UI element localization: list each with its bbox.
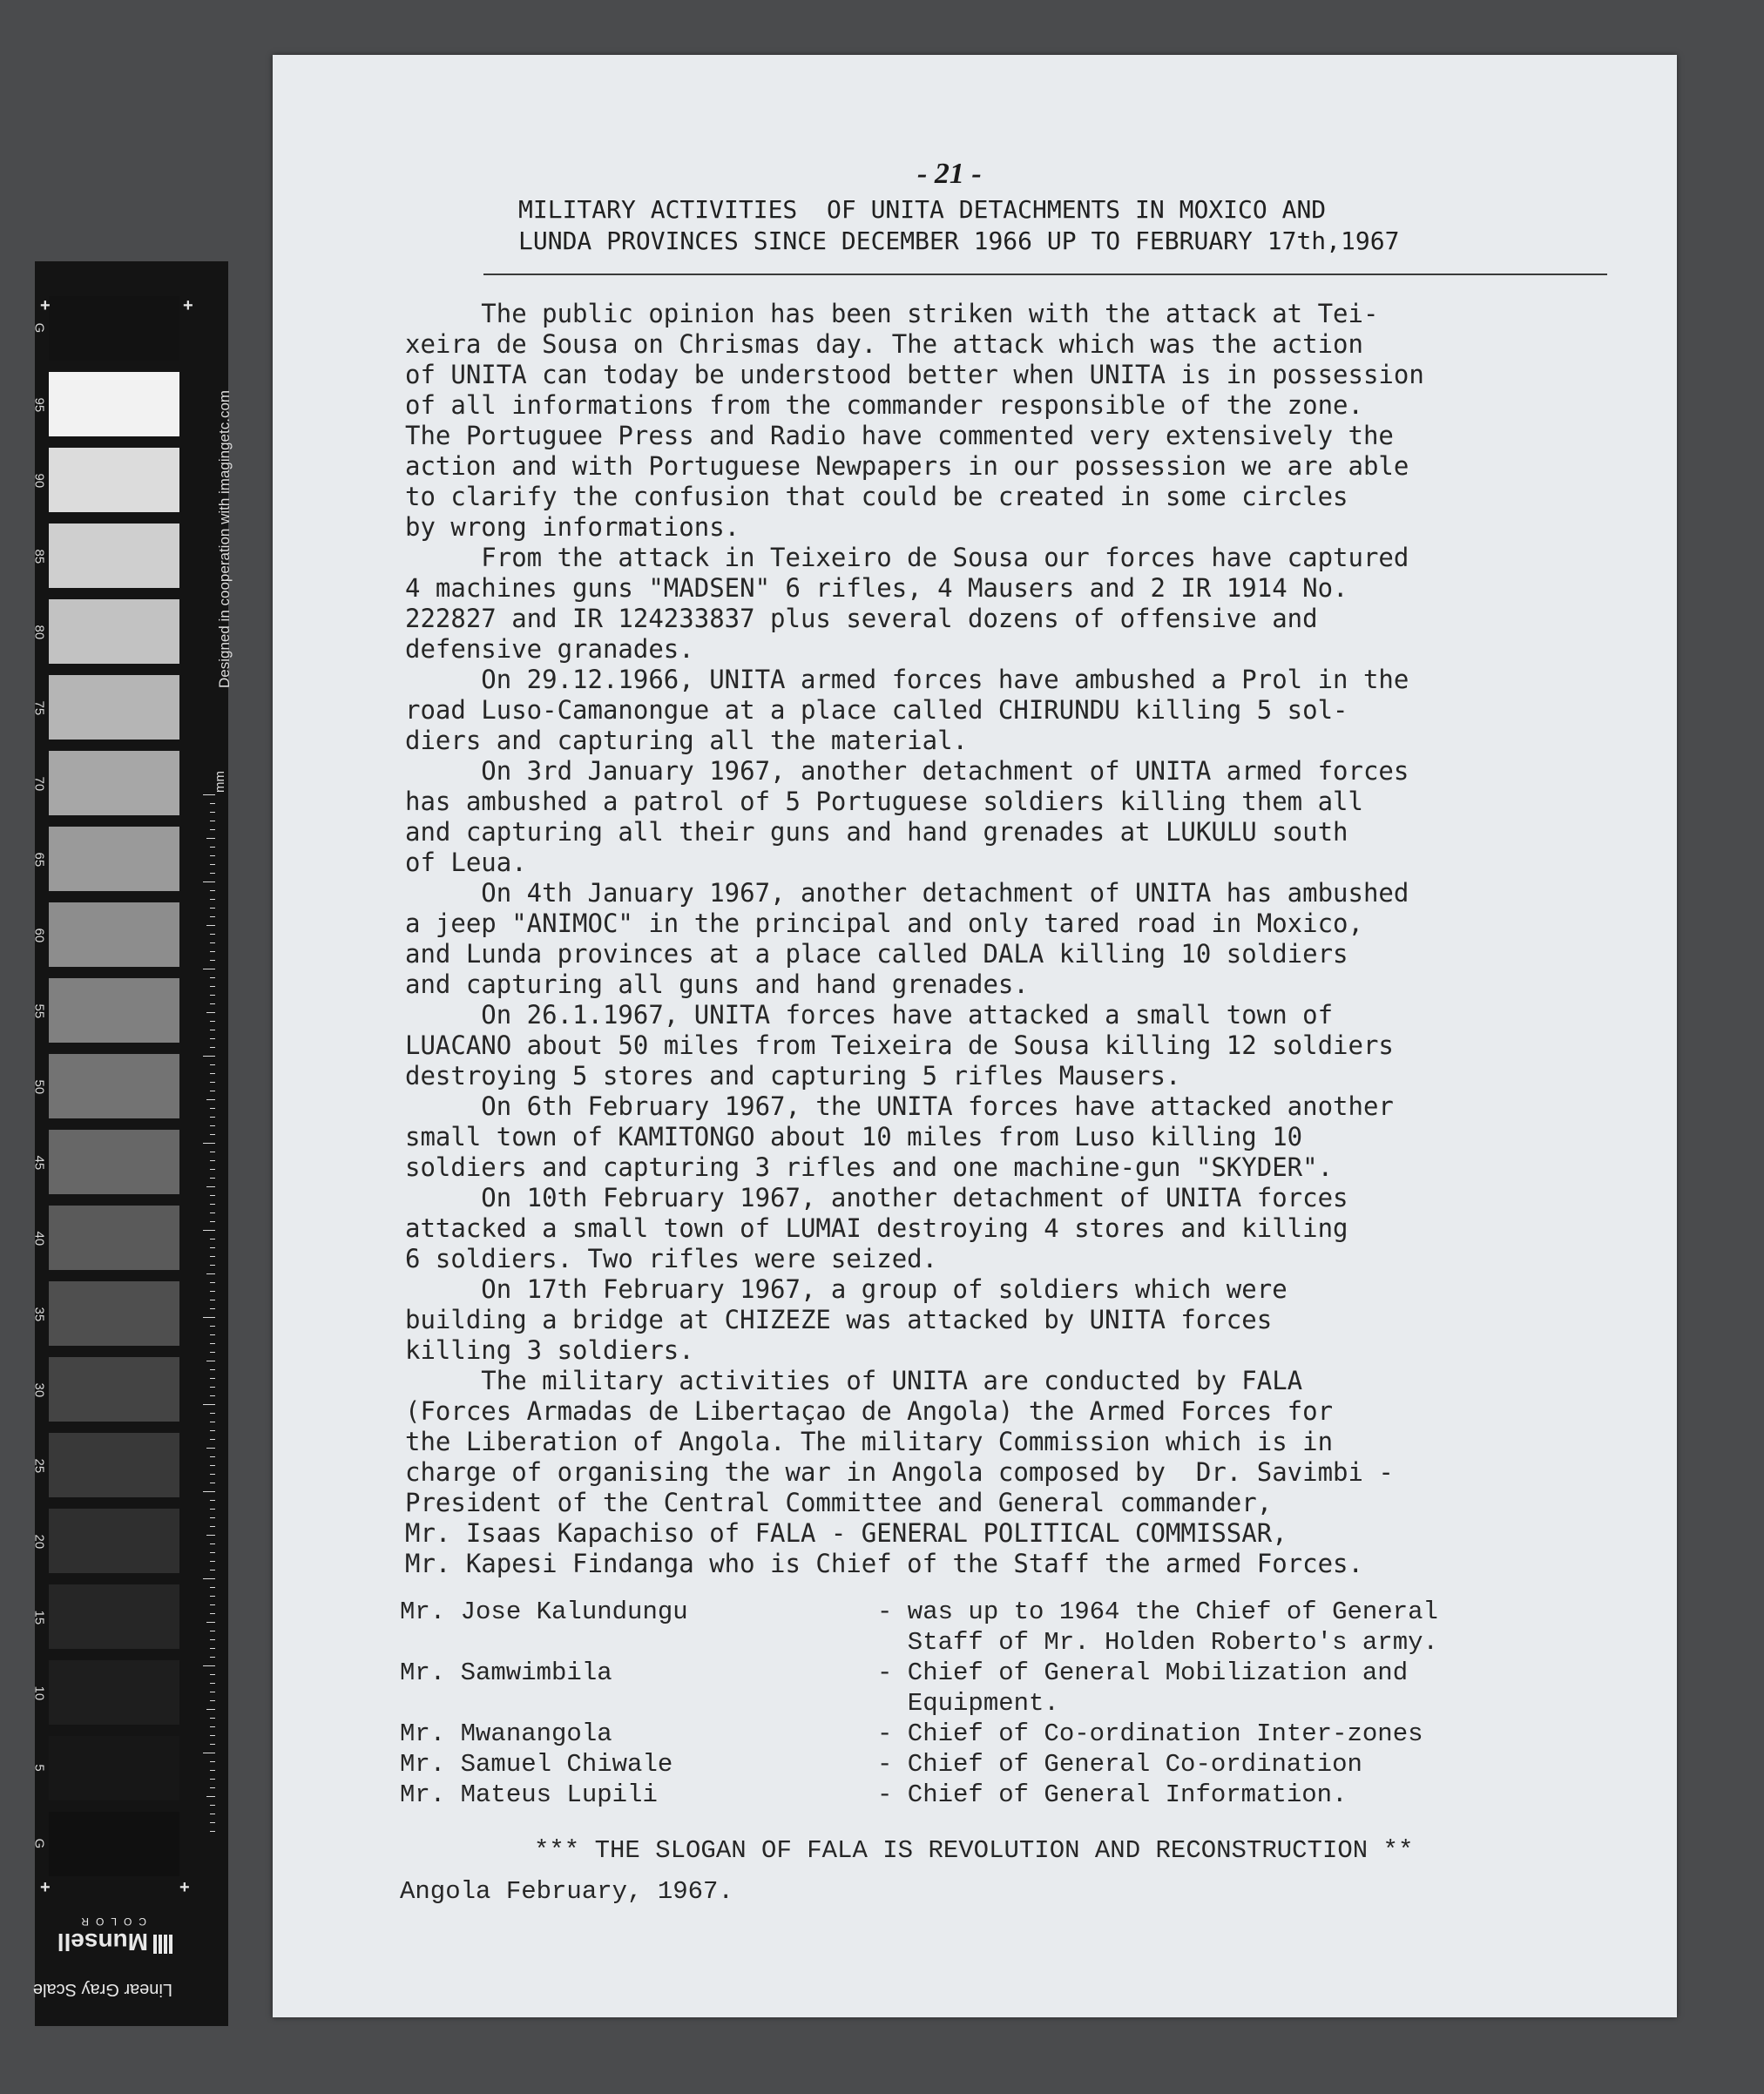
ruler-tick bbox=[210, 1543, 215, 1544]
gray-swatch bbox=[49, 1357, 179, 1422]
gray-swatch bbox=[49, 675, 179, 740]
dateline: Angola February, 1967. bbox=[400, 1877, 733, 1906]
ruler-tick bbox=[210, 1291, 215, 1292]
ruler-tick bbox=[206, 1448, 215, 1449]
ruler-tick bbox=[210, 1509, 215, 1510]
gray-swatch bbox=[49, 1584, 179, 1649]
ruler-tick bbox=[210, 1561, 215, 1562]
officer-row bbox=[400, 1780, 1619, 1810]
paragraph: The public opinion has been striken with the attack at Tei- xeira de Sousa on Chrismas day. The attack which was the action of UNITA can today be understood better when UNITA is in possession of all informations from the commander responsible of the zone. The Portuguee Press and Radio have commented very extensively the action and with Portuguese Newpapers in our possession we are able to clarify the confusion that could be created in some circles by wrong informations. bbox=[405, 299, 1424, 542]
paragraph: On 3rd January 1967, another detachment of UNITA armed forces has ambushed a patrol of 5 Portuguese soldiers killing them all and capturing all their guns and hand grenades at LUKULU south of Leua. bbox=[405, 756, 1409, 877]
officer-row bbox=[400, 1749, 1619, 1780]
gray-value-label: 40 bbox=[31, 1231, 47, 1246]
ruler-tick bbox=[210, 995, 215, 996]
ruler-tick bbox=[210, 1517, 215, 1518]
title-underline bbox=[483, 274, 1607, 275]
paragraph: On 26.1.1967, UNITA forces have attacked a small town of LUACANO about 50 miles from Teixeira de Sousa killing 12 soldiers destroying 5 stores and capturing 5 rifles Mausers. bbox=[405, 1000, 1394, 1091]
ruler-tick bbox=[203, 1230, 215, 1231]
ruler-tick bbox=[210, 977, 215, 978]
plus-mark-top-right: + bbox=[183, 296, 193, 315]
ruler-tick bbox=[210, 934, 215, 935]
officer-row bbox=[400, 1658, 1619, 1719]
gray-value-label: G bbox=[31, 322, 47, 334]
gray-value-label: 15 bbox=[31, 1610, 47, 1625]
gray-value-label: 90 bbox=[31, 473, 47, 489]
gray-swatch bbox=[49, 751, 179, 815]
ruler-tick bbox=[203, 1491, 215, 1492]
ruler-tick bbox=[210, 1169, 215, 1170]
ruler-tick bbox=[210, 1613, 215, 1614]
ruler-tick bbox=[206, 1535, 215, 1536]
ruler-tick bbox=[210, 1500, 215, 1501]
gray-swatch bbox=[49, 978, 179, 1043]
ruler-tick bbox=[206, 1796, 215, 1797]
officer-name: Mr. Samwimbila bbox=[400, 1658, 612, 1687]
ruler-tick bbox=[210, 1456, 215, 1457]
ruler-tick bbox=[210, 1221, 215, 1222]
gray-swatch bbox=[49, 296, 179, 361]
ruler-tick bbox=[210, 1587, 215, 1588]
ruler-tick bbox=[210, 864, 215, 865]
ruler-tick bbox=[210, 1047, 215, 1048]
gray-swatch bbox=[49, 1433, 179, 1497]
ruler-tick bbox=[206, 1186, 215, 1187]
officer-role: - Chief of Co-ordination Inter-zones bbox=[877, 1719, 1423, 1748]
body-text bbox=[405, 299, 1642, 1579]
ruler-tick bbox=[210, 1639, 215, 1640]
gray-value-label: 80 bbox=[31, 625, 47, 640]
ruler-tick bbox=[210, 1430, 215, 1431]
officer-name: Mr. Mateus Lupili bbox=[400, 1780, 658, 1809]
ruler-tick bbox=[210, 1265, 215, 1266]
ruler-tick bbox=[203, 1665, 215, 1666]
gray-swatch bbox=[49, 1206, 179, 1270]
ruler-tick bbox=[203, 1143, 215, 1144]
gray-swatch bbox=[49, 1509, 179, 1573]
title-line-1: MILITARY ACTIVITIES OF UNITA DETACHMENTS IN MOXICO AND bbox=[518, 195, 1327, 224]
gray-value-label: 10 bbox=[31, 1685, 47, 1701]
ruler-tick bbox=[210, 1308, 215, 1309]
ruler-tick bbox=[210, 1064, 215, 1065]
ruler-tick bbox=[210, 1770, 215, 1771]
gray-value-label: 85 bbox=[31, 549, 47, 564]
paragraph: On 10th February 1967, another detachment of UNITA forces attacked a small town of LUMAI destroying 4 stores and killing 6 soldiers. Two rifles were seized. bbox=[405, 1183, 1348, 1273]
ruler-tick bbox=[210, 1744, 215, 1745]
gray-value-label: G bbox=[31, 1838, 47, 1849]
ruler-tick bbox=[203, 794, 215, 795]
ruler-tick bbox=[210, 1735, 215, 1736]
officer-list bbox=[400, 1597, 1619, 1810]
gray-value-label: 30 bbox=[31, 1382, 47, 1398]
ruler-tick bbox=[206, 838, 215, 839]
gray-value-label: 50 bbox=[31, 1079, 47, 1095]
ruler-tick bbox=[210, 1247, 215, 1248]
plus-mark-bottom-right: + bbox=[179, 1878, 190, 1897]
ruler-tick bbox=[206, 1273, 215, 1274]
ruler-tick bbox=[210, 1038, 215, 1039]
munsell-logo-icon bbox=[153, 1935, 172, 1954]
ruler-tick bbox=[210, 1648, 215, 1649]
ruler-tick bbox=[210, 1718, 215, 1719]
document-title bbox=[518, 194, 1399, 257]
officer-name: Mr. Samuel Chiwale bbox=[400, 1750, 673, 1779]
officer-row bbox=[400, 1719, 1619, 1749]
gray-value-label: 20 bbox=[31, 1534, 47, 1550]
gray-swatch bbox=[49, 1281, 179, 1346]
paragraph: On 4th January 1967, another detachment of UNITA has ambushed a jeep "ANIMOC" in the principal and only tared road in Moxico, and Lunda provinces at a place called DALA killing 10 soldiers and capturing all guns and hand grenades. bbox=[405, 878, 1409, 999]
page-number: - 21 - bbox=[917, 158, 982, 190]
gray-swatch bbox=[49, 1660, 179, 1725]
paragraph: The military activities of UNITA are conducted by FALA (Forces Armadas de Libertaçao de Angola) the Armed Forces for the Liberation of Angola. The military Commission which is in charge of organising the war in Angola composed by Dr. Savimbi - President of the Central Committee and General commander, Mr. Isaas Kapachiso of FALA - GENERAL POLITICAL COMMISSAR, Mr. Kapesi Findanga who is Chief of the Staff the armed Forces. bbox=[405, 1366, 1394, 1578]
ruler-tick bbox=[210, 1552, 215, 1553]
ruler-tick bbox=[210, 1822, 215, 1823]
gray-value-label: 25 bbox=[31, 1458, 47, 1474]
ruler-tick bbox=[210, 1395, 215, 1396]
ruler-tick bbox=[210, 1439, 215, 1440]
paragraph: From the attack in Teixeiro de Sousa our forces have captured 4 machines guns "MADSEN" 6 rifles, 4 Mausers and 2 IR 1914 No. 222827 and IR 124233837 plus several dozens of offensive and defensive granades. bbox=[405, 543, 1409, 664]
ruler-tick bbox=[210, 1195, 215, 1196]
ruler-tick bbox=[210, 812, 215, 813]
gray-value-label: 45 bbox=[31, 1155, 47, 1171]
ruler-tick bbox=[210, 1787, 215, 1788]
ruler-tick bbox=[210, 1700, 215, 1701]
mm-label: mm bbox=[213, 771, 227, 793]
plus-mark-top-left: + bbox=[40, 296, 51, 315]
officer-role: - Chief of General Information. bbox=[877, 1780, 1348, 1809]
gray-value-label: 95 bbox=[31, 397, 47, 413]
ruler-tick bbox=[210, 1239, 215, 1240]
ruler-tick bbox=[210, 1343, 215, 1344]
ruler-tick bbox=[210, 1334, 215, 1335]
ruler-tick bbox=[206, 1622, 215, 1623]
ruler-tick bbox=[210, 829, 215, 830]
gray-swatch bbox=[49, 448, 179, 512]
ruler-tick bbox=[203, 1404, 215, 1405]
gray-swatch bbox=[49, 1736, 179, 1800]
gray-value-label: 60 bbox=[31, 928, 47, 943]
ruler-tick bbox=[210, 1413, 215, 1414]
ruler-tick bbox=[210, 1204, 215, 1205]
ruler-tick bbox=[210, 908, 215, 909]
ruler-tick bbox=[210, 1805, 215, 1806]
ruler-tick bbox=[210, 960, 215, 961]
ruler-tick bbox=[210, 1378, 215, 1379]
plus-mark-bottom-left: + bbox=[40, 1878, 51, 1897]
paragraph: On 6th February 1967, the UNITA forces have attacked another small town of KAMITONGO about 10 miles from Luso killing 10 soldiers and capturing 3 rifles and one machine-gun "SKYDER". bbox=[405, 1091, 1394, 1182]
officer-name: Mr. Mwanangola bbox=[400, 1719, 612, 1748]
mm-ruler bbox=[203, 794, 215, 1831]
ruler-tick bbox=[210, 942, 215, 943]
gray-scale-card bbox=[31, 261, 233, 2026]
ruler-tick bbox=[206, 1099, 215, 1100]
ruler-tick bbox=[210, 1082, 215, 1083]
ruler-tick bbox=[210, 1326, 215, 1327]
ruler-tick bbox=[210, 1117, 215, 1118]
ruler-tick bbox=[210, 1134, 215, 1135]
document-page bbox=[273, 55, 1677, 2017]
ruler-tick bbox=[210, 1831, 215, 1832]
ruler-tick bbox=[210, 1212, 215, 1213]
officer-role: - Chief of General Mobilization and Equipment. bbox=[877, 1658, 1409, 1718]
ruler-tick bbox=[210, 847, 215, 848]
gray-swatch bbox=[49, 1130, 179, 1194]
ruler-tick bbox=[210, 986, 215, 987]
slogan: *** THE SLOGAN OF FALA IS REVOLUTION AND RECONSTRUCTION ** bbox=[534, 1836, 1414, 1865]
ruler-tick bbox=[210, 1256, 215, 1257]
gray-swatch bbox=[49, 902, 179, 967]
ruler-tick bbox=[210, 1282, 215, 1283]
ruler-tick bbox=[210, 1474, 215, 1475]
ruler-tick bbox=[210, 916, 215, 917]
ruler-tick bbox=[210, 951, 215, 952]
designed-in-cooperation-text: Designed in cooperation with imagingetc.com bbox=[216, 389, 233, 688]
ruler-tick bbox=[210, 1779, 215, 1780]
ruler-tick bbox=[210, 890, 215, 891]
gray-swatch bbox=[49, 599, 179, 664]
gray-swatch bbox=[49, 524, 179, 588]
officer-role: - Chief of General Co-ordination bbox=[877, 1750, 1362, 1779]
brand-sub: COLOR bbox=[74, 1915, 146, 1928]
gray-swatch bbox=[49, 1812, 179, 1876]
ruler-tick bbox=[210, 803, 215, 804]
ruler-tick bbox=[203, 1317, 215, 1318]
ruler-tick bbox=[210, 1125, 215, 1126]
brand-name: Munsell bbox=[57, 1929, 148, 1956]
ruler-tick bbox=[210, 1003, 215, 1004]
paragraph: On 29.12.1966, UNITA armed forces have ambushed a Prol in the road Luso-Camanongue at a place called CHIRUNDU killing 5 sol- diers and capturing all the material. bbox=[405, 665, 1409, 755]
gray-value-label: 70 bbox=[31, 776, 47, 792]
gray-value-label: 65 bbox=[31, 852, 47, 868]
ruler-tick bbox=[210, 1683, 215, 1684]
gray-value-label: 5 bbox=[31, 1764, 47, 1772]
ruler-tick bbox=[203, 1056, 215, 1057]
gray-value-label: 35 bbox=[31, 1307, 47, 1322]
ruler-tick bbox=[210, 1465, 215, 1466]
gray-value-label: 55 bbox=[31, 1003, 47, 1019]
ruler-tick bbox=[210, 1073, 215, 1074]
ruler-tick bbox=[206, 1012, 215, 1013]
ruler-tick bbox=[210, 899, 215, 900]
ruler-tick bbox=[210, 1178, 215, 1179]
ruler-tick bbox=[210, 1526, 215, 1527]
ruler-tick bbox=[210, 1657, 215, 1658]
gray-value-label: 75 bbox=[31, 700, 47, 716]
ruler-tick bbox=[206, 925, 215, 926]
officer-role: - was up to 1964 the Chief of General Staff of Mr. Holden Roberto's army. bbox=[877, 1598, 1438, 1657]
ruler-tick bbox=[210, 1596, 215, 1597]
officer-name: Mr. Jose Kalundungu bbox=[400, 1598, 688, 1626]
officer-row bbox=[400, 1597, 1619, 1658]
ruler-tick bbox=[210, 1108, 215, 1109]
ruler-tick bbox=[210, 1674, 215, 1675]
ruler-tick bbox=[210, 1160, 215, 1161]
ruler-tick bbox=[203, 1578, 215, 1579]
munsell-brand bbox=[32, 1895, 172, 1999]
ruler-tick bbox=[210, 1369, 215, 1370]
ruler-tick bbox=[210, 1726, 215, 1727]
scale-title: Linear Gray Scale bbox=[32, 1980, 172, 1999]
gray-swatch bbox=[49, 372, 179, 436]
ruler-tick bbox=[210, 1604, 215, 1605]
gray-swatch bbox=[49, 827, 179, 891]
ruler-tick bbox=[210, 1352, 215, 1353]
ruler-tick bbox=[210, 1387, 215, 1388]
title-line-2: LUNDA PROVINCES SINCE DECEMBER 1966 UP TO FEBRUARY 17th,1967 bbox=[518, 226, 1400, 255]
paragraph: On 17th February 1967, a group of soldiers which were building a bridge at CHIZEZE was attacked by UNITA forces killing 3 soldiers. bbox=[405, 1274, 1288, 1365]
gray-swatch bbox=[49, 1054, 179, 1118]
ruler-tick bbox=[210, 1761, 215, 1762]
ruler-tick bbox=[206, 1709, 215, 1710]
ruler-tick bbox=[210, 855, 215, 856]
ruler-tick bbox=[210, 1021, 215, 1022]
ruler-tick bbox=[210, 873, 215, 874]
